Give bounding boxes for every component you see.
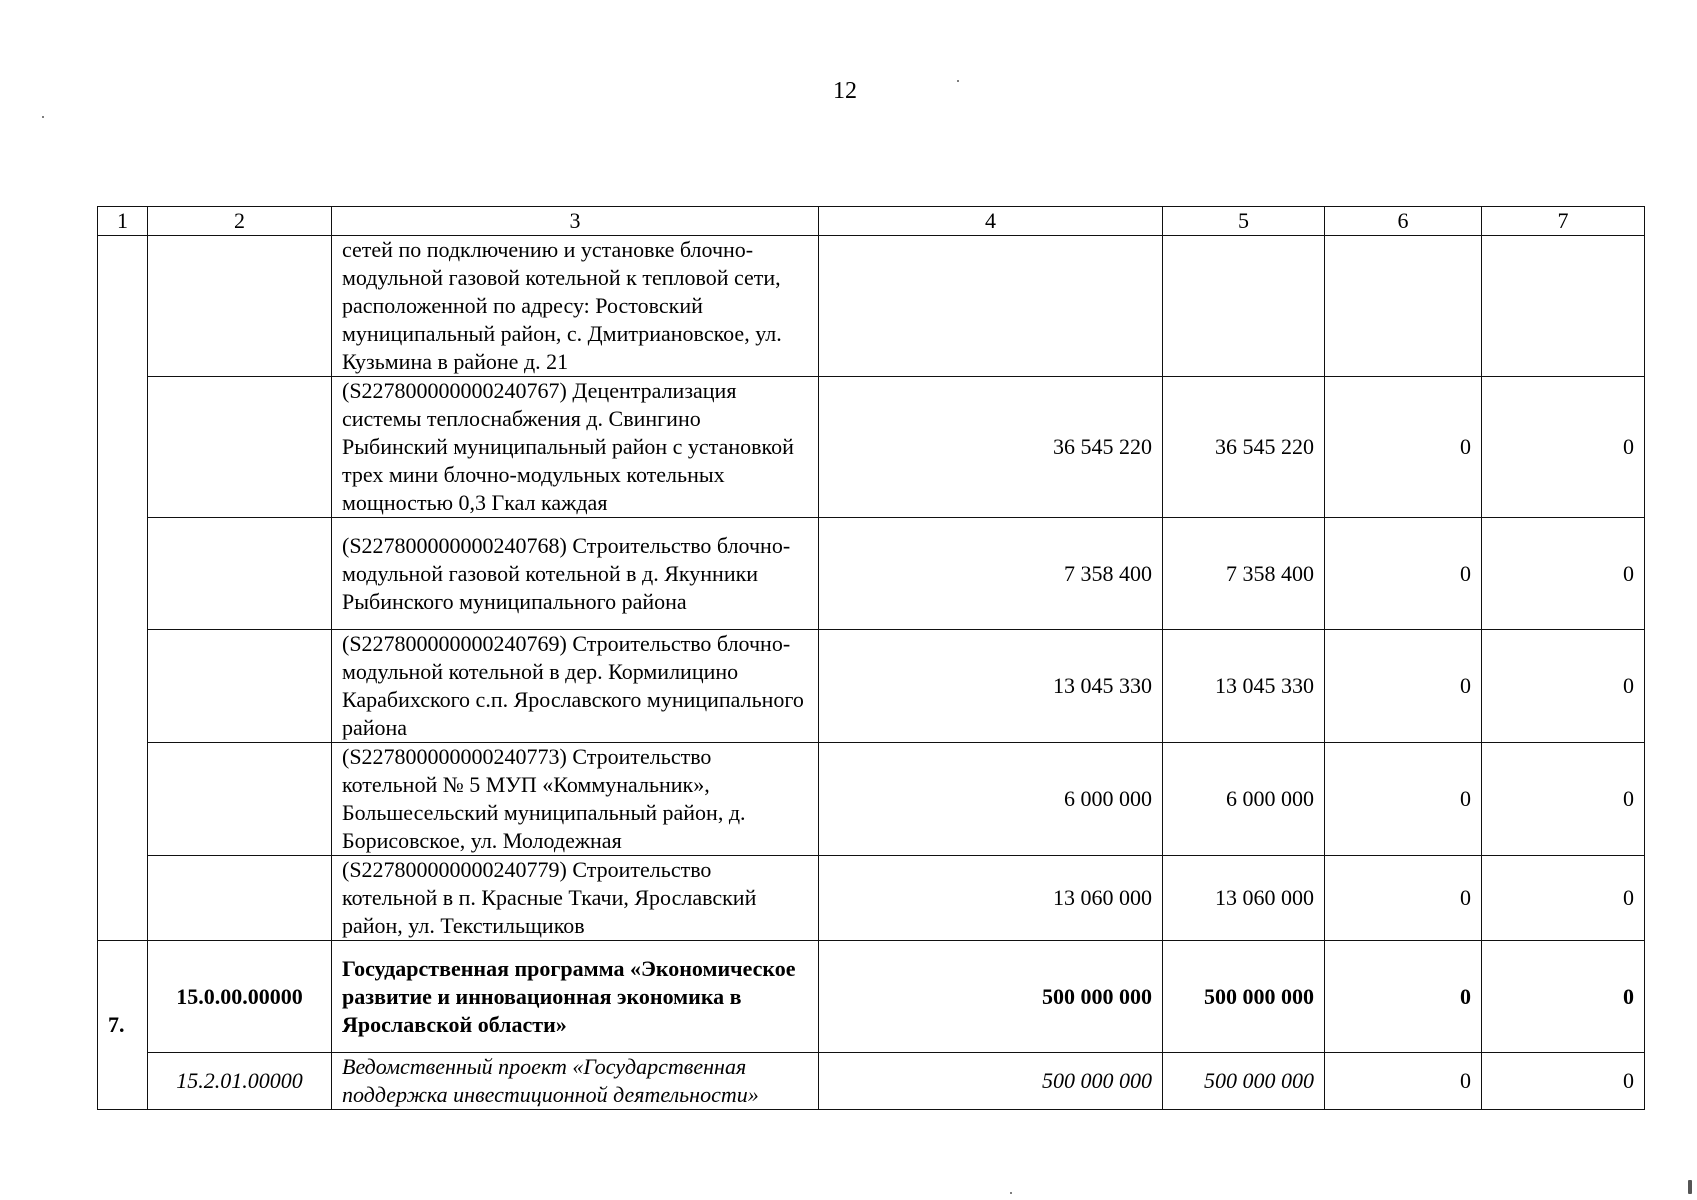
name-cell: (S227800000000240768) Строительство блочно-модульной газовой котельной в д. Якунники Рыбинского муниципального района	[332, 518, 819, 630]
amount-col7: 0	[1482, 377, 1645, 518]
amount-col4: 500 000 000	[819, 1053, 1163, 1110]
code-cell	[148, 856, 332, 941]
amount-col6: 0	[1325, 941, 1482, 1053]
amount-col6: 0	[1325, 743, 1482, 856]
amount-col6: 0	[1325, 856, 1482, 941]
amount-col5	[1163, 236, 1325, 377]
amount-col6: 0	[1325, 630, 1482, 743]
amount-col7: 0	[1482, 1053, 1645, 1110]
amount-col4: 36 545 220	[819, 377, 1163, 518]
table-row	[98, 743, 1645, 856]
amount-col5: 36 545 220	[1163, 377, 1325, 518]
amount-col6: 0	[1325, 377, 1482, 518]
name-cell: (S227800000000240779) Строительство котельной в п. Красные Ткачи, Ярославский район, ул. Текстильщиков	[332, 856, 819, 941]
header-col-5: 5	[1163, 207, 1325, 236]
code-cell	[148, 743, 332, 856]
code-cell: 15.2.01.00000	[148, 1053, 332, 1110]
table-row	[98, 630, 1645, 743]
table-row	[98, 377, 1645, 518]
scan-speck	[1010, 1192, 1012, 1194]
amount-col5: 13 045 330	[1163, 630, 1325, 743]
amount-col7: 0	[1482, 743, 1645, 856]
amount-col5: 13 060 000	[1163, 856, 1325, 941]
amount-col4: 13 045 330	[819, 630, 1163, 743]
name-cell: Государственная программа «Экономическое развитие и инновационная экономика в Ярославской области»	[332, 941, 819, 1053]
budget-table	[97, 206, 1645, 1110]
table-row	[98, 856, 1645, 941]
table-row	[98, 236, 1645, 377]
code-cell	[148, 236, 332, 377]
amount-col4: 7 358 400	[819, 518, 1163, 630]
amount-col4: 13 060 000	[819, 856, 1163, 941]
amount-col5: 7 358 400	[1163, 518, 1325, 630]
header-col-7: 7	[1482, 207, 1645, 236]
code-cell	[148, 518, 332, 630]
scan-speck	[957, 80, 959, 82]
scan-speck	[1688, 1180, 1692, 1194]
amount-col7: 0	[1482, 856, 1645, 941]
row-number-cell	[98, 236, 148, 941]
amount-col4: 500 000 000	[819, 941, 1163, 1053]
amount-col5: 500 000 000	[1163, 1053, 1325, 1110]
project-row	[98, 1053, 1645, 1110]
code-cell	[148, 630, 332, 743]
amount-col7: 0	[1482, 518, 1645, 630]
amount-col7: 0	[1482, 630, 1645, 743]
amount-col6: 0	[1325, 518, 1482, 630]
amount-col6	[1325, 236, 1482, 377]
amount-col5: 500 000 000	[1163, 941, 1325, 1053]
name-cell: сетей по подключению и установке блочно-модульной газовой котельной к тепловой сети, расположенной по адресу: Ростовский муниципальный район, с. Дмитриановское, ул. Кузьмина в районе д. 21	[332, 236, 819, 377]
header-col-1: 1	[98, 207, 148, 236]
program-row	[98, 941, 1645, 1053]
amount-col4: 6 000 000	[819, 743, 1163, 856]
header-col-4: 4	[819, 207, 1163, 236]
code-cell: 15.0.00.00000	[148, 941, 332, 1053]
row-number-cell: 7.	[98, 941, 148, 1110]
header-col-6: 6	[1325, 207, 1482, 236]
name-cell: (S227800000000240767) Децентрализация системы теплоснабжения д. Свингино Рыбинский муниципальный район с установкой трех мини блочно-модульных котельных мощностью 0,3 Гкал каждая	[332, 377, 819, 518]
amount-col6: 0	[1325, 1053, 1482, 1110]
code-cell	[148, 377, 332, 518]
amount-col7	[1482, 236, 1645, 377]
header-col-3: 3	[332, 207, 819, 236]
amount-col5: 6 000 000	[1163, 743, 1325, 856]
header-row	[98, 207, 1645, 236]
page-number: 12	[833, 78, 857, 104]
header-col-2: 2	[148, 207, 332, 236]
table-row	[98, 518, 1645, 630]
name-cell: Ведомственный проект «Государственная поддержка инвестиционной деятельности»	[332, 1053, 819, 1110]
name-cell: (S227800000000240773) Строительство котельной № 5 МУП «Коммунальник», Большесельский муниципальный район, д. Борисовское, ул. Молодежная	[332, 743, 819, 856]
amount-col4	[819, 236, 1163, 377]
scan-speck	[42, 116, 44, 118]
amount-col7: 0	[1482, 941, 1645, 1053]
name-cell: (S227800000000240769) Строительство блочно-модульной котельной в дер. Кормилицино Карабихского с.п. Ярославского муниципального района	[332, 630, 819, 743]
